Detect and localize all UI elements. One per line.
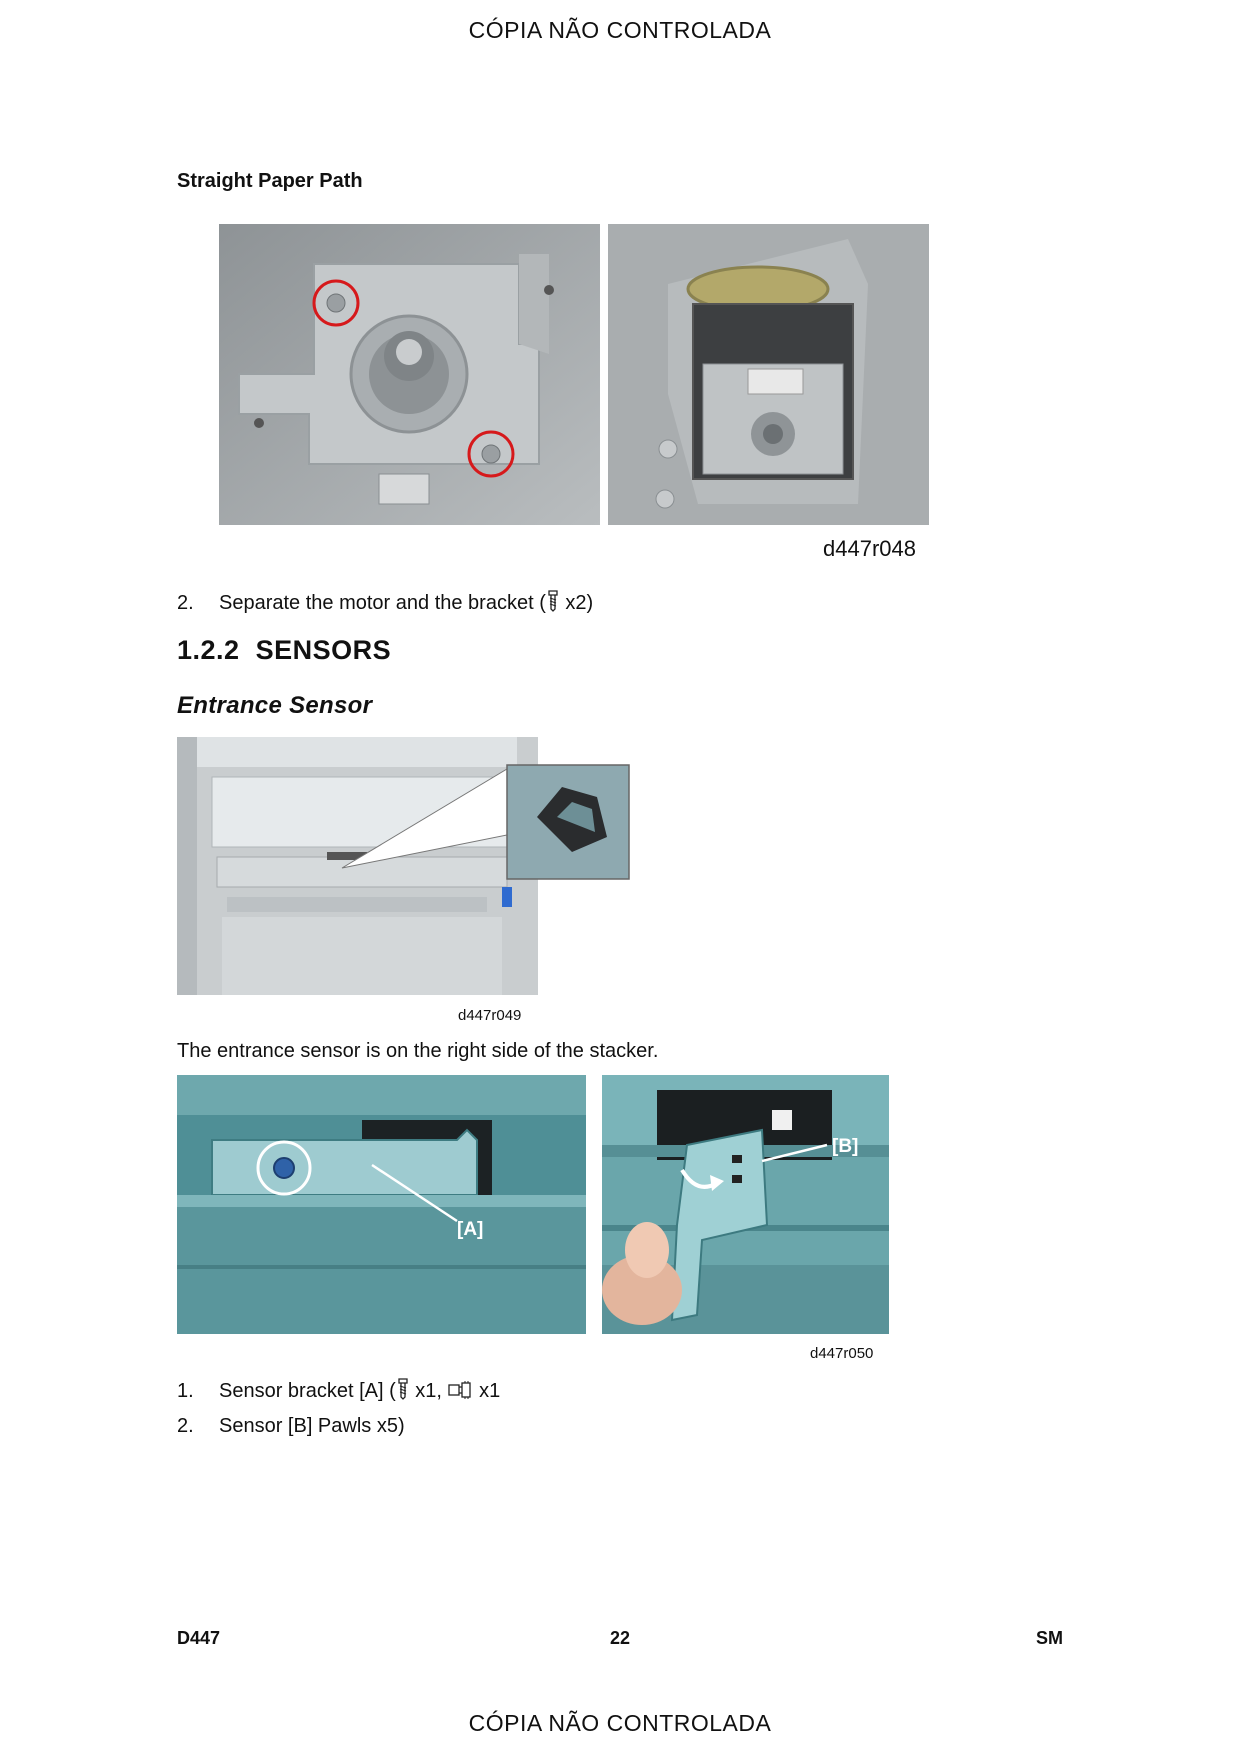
step-text-before: Sensor bracket [A] ( — [219, 1380, 396, 1402]
connector-icon — [448, 1380, 474, 1406]
subsection-heading-entrance-sensor: Entrance Sensor — [177, 692, 373, 719]
photo-motor-bracket-front — [219, 224, 600, 525]
footer-manual-code: SM — [1036, 1628, 1063, 1648]
section-heading-straight-paper-path: Straight Paper Path — [177, 170, 363, 192]
step-2-sensor-b — [177, 1415, 405, 1438]
callout-label-b: [B] — [832, 1136, 859, 1157]
step-2-separate-motor — [177, 590, 593, 618]
step-text: Sensor [B] Pawls x5) — [219, 1415, 405, 1437]
photo-sensor-bracket-a — [177, 1075, 586, 1334]
footer-page-number: 22 — [609, 1628, 631, 1648]
section-number: 1.2.2 — [177, 635, 240, 665]
callout-label-a: [A] — [457, 1219, 484, 1240]
entrance-sensor-description: The entrance sensor is on the right side of the stacker. — [177, 1040, 659, 1062]
figure-id-d447r050: d447r050 — [810, 1345, 874, 1362]
step-number: 2. — [177, 592, 194, 614]
step-1-sensor-bracket — [177, 1378, 500, 1406]
step-text-before: Separate the motor and the bracket ( — [219, 592, 546, 614]
watermark-bottom: CÓPIA NÃO CONTROLADA — [468, 1710, 772, 1736]
screw-icon — [396, 1378, 410, 1406]
section-title: SENSORS — [255, 635, 392, 665]
watermark-top: CÓPIA NÃO CONTROLADA — [468, 17, 772, 43]
step-text-after: x1 — [473, 1380, 501, 1402]
photo-stacker-entrance-sensor — [177, 737, 639, 995]
step-text-after: x2) — [559, 592, 594, 614]
photo-motor-rear — [608, 224, 929, 525]
footer-model: D447 — [177, 1628, 221, 1648]
section-heading-sensors — [177, 635, 391, 666]
screw-icon — [546, 590, 560, 618]
step-number: 1. — [177, 1380, 194, 1402]
photo-sensor-b — [602, 1075, 889, 1334]
step-number: 2. — [177, 1415, 194, 1437]
step-text-mid: x1, — [409, 1380, 448, 1402]
figure-id-d447r049: d447r049 — [458, 1007, 522, 1024]
figure-id-d447r048: d447r048 — [823, 536, 916, 561]
